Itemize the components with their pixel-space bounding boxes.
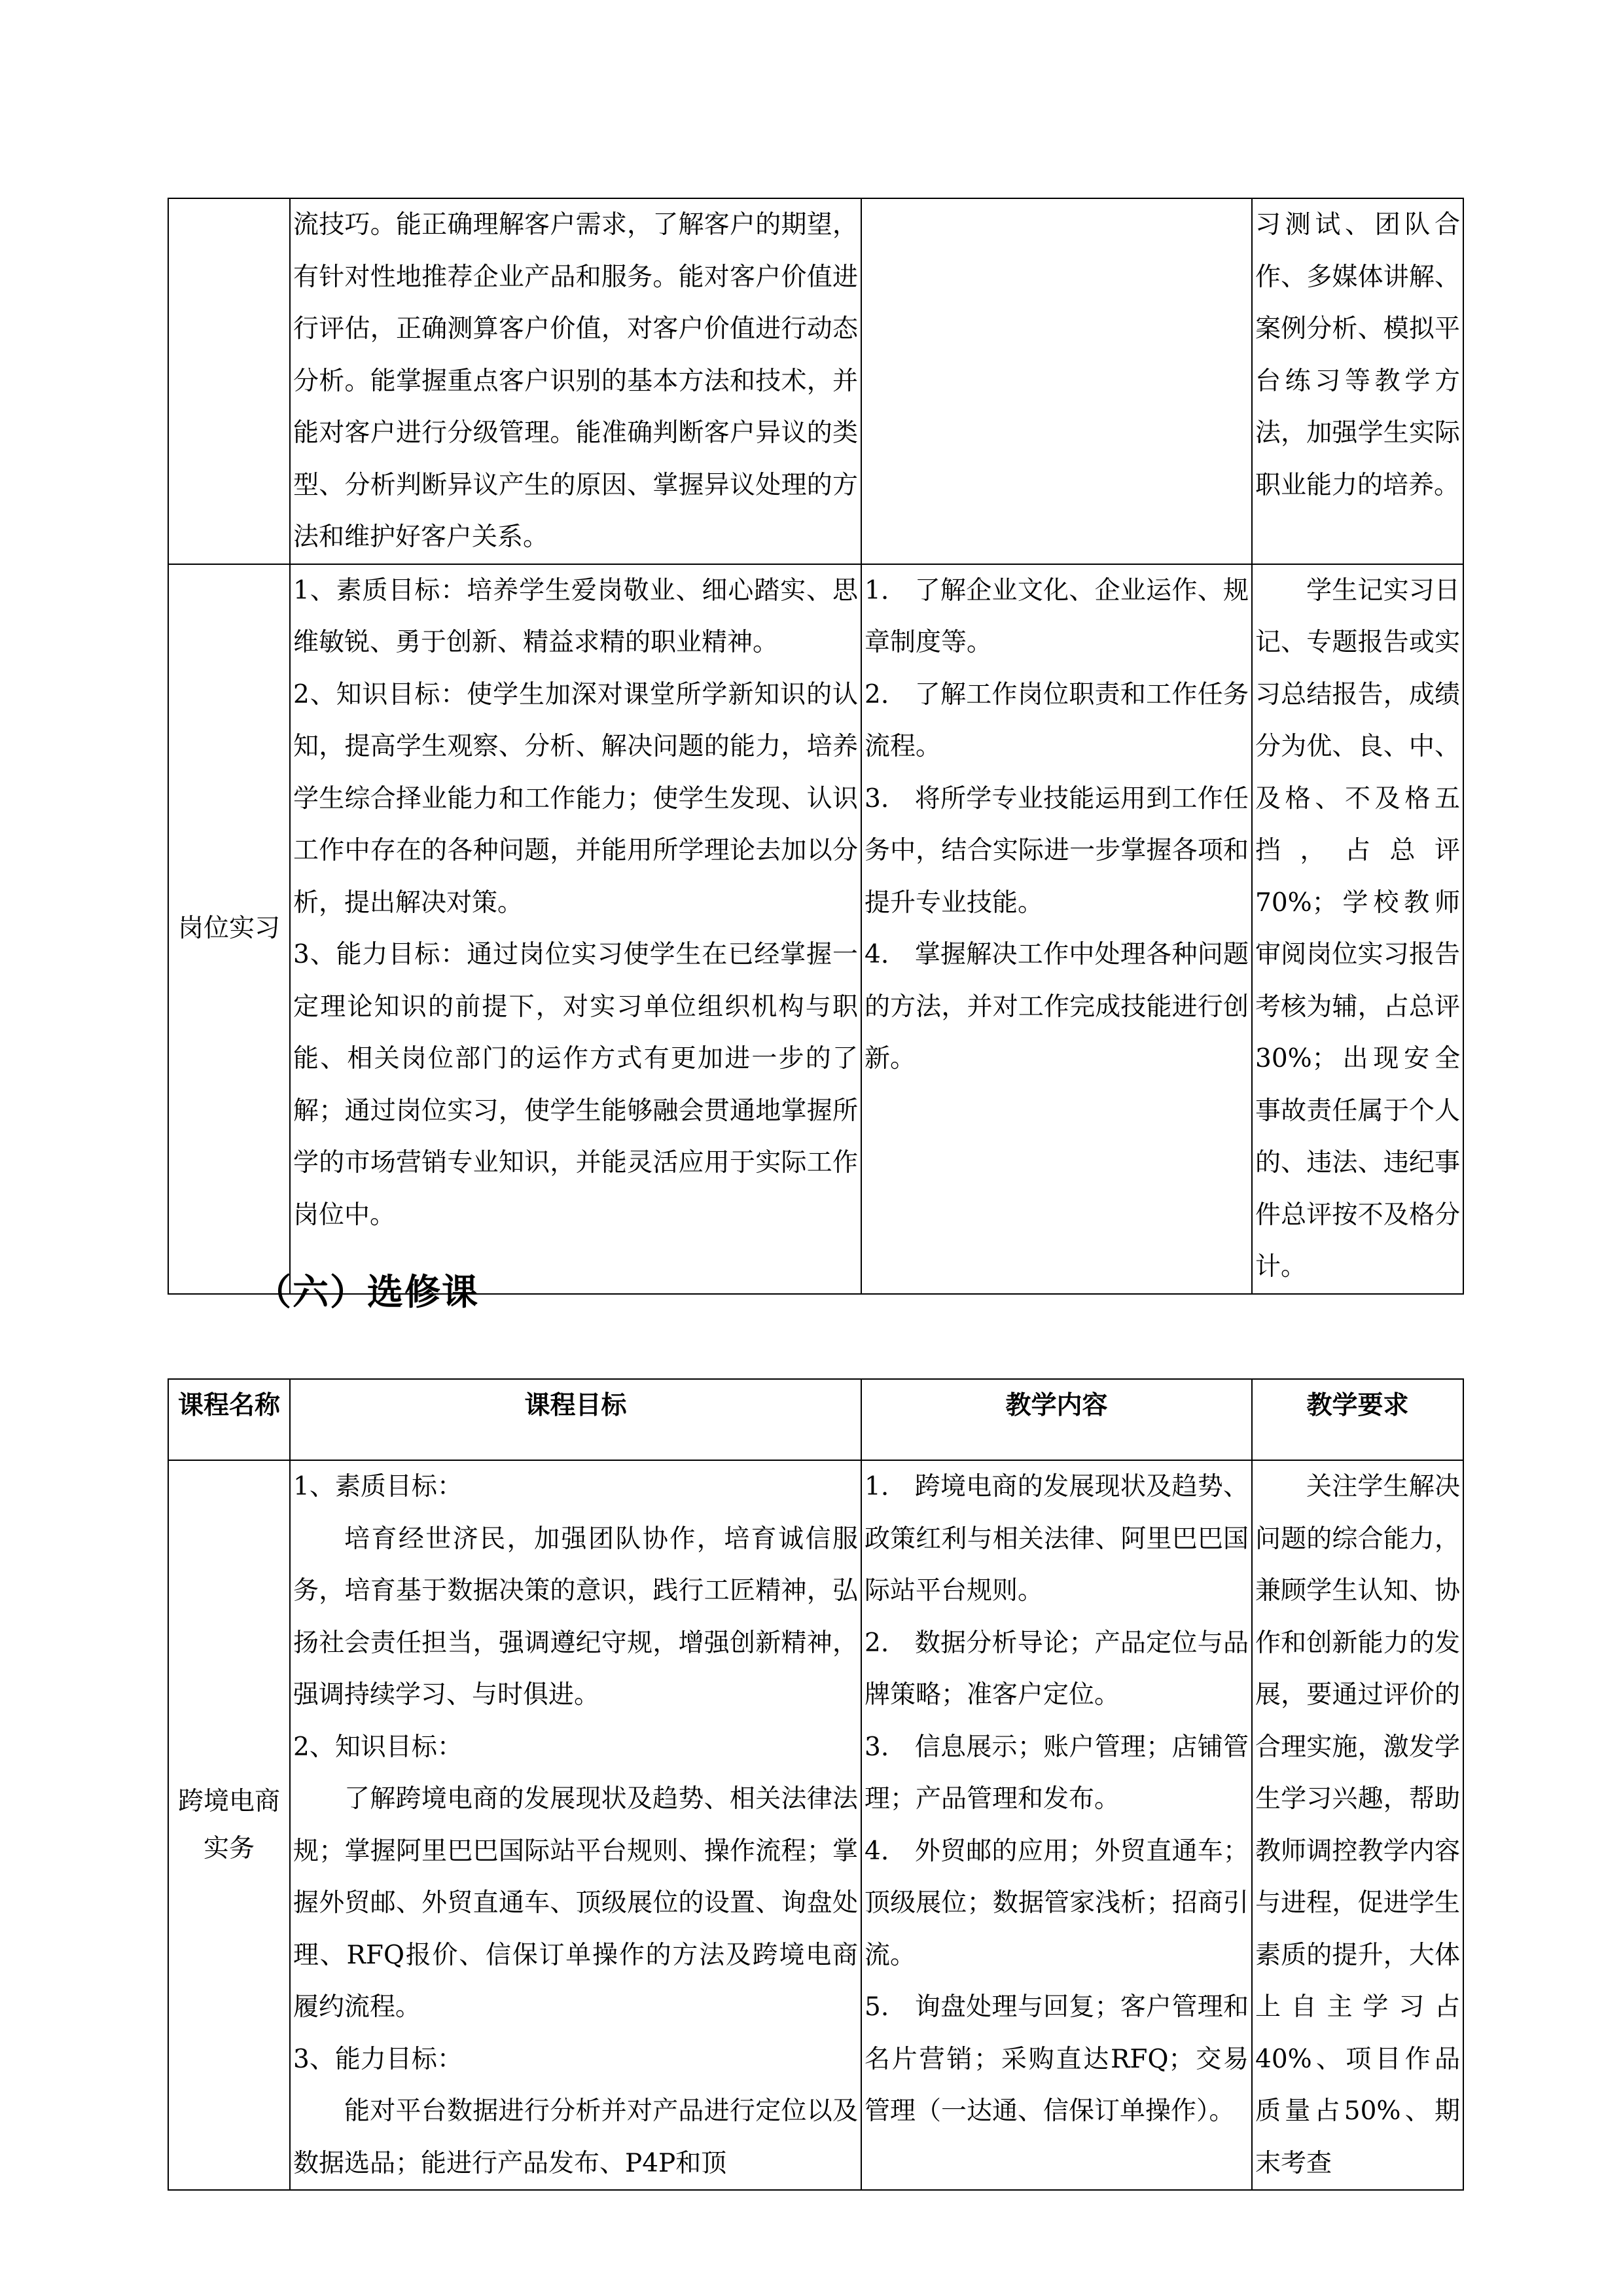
course-name-cell: 岗位实习 (168, 564, 290, 1294)
header-teaching-requirement: 教学要求 (1252, 1379, 1463, 1460)
course-content-cell (861, 1460, 1252, 2190)
goal-heading: 3、能力目标： (293, 2044, 463, 2074)
goal-paragraph: 培育经世济民，加强团队协作，培育诚信服务，培育基于数据决策的意识，践行工匠精神，弘扬社会责任担当，强调遵纪守规，增强创新精神，强调持续学习、与时俱进。 (293, 1524, 858, 1710)
content-item: 3. 将所学专业技能运用到工作任务中，结合实际进一步掌握各项和提升专业技能。 (865, 783, 1249, 918)
goal-paragraph: 1、素质目标：培养学生爱岗敬业、细心踏实、思维敏锐、勇于创新、精益求精的职业精神。 (293, 575, 858, 657)
course-goal-cell (290, 564, 861, 1294)
table-row (168, 198, 1463, 564)
elective-course-table (168, 1378, 1464, 2191)
content-item: 4. 外贸邮的应用；外贸直通车；顶级展位；数据管家浅析；招商引流。 (865, 1836, 1249, 1970)
header-course-name: 课程名称 (168, 1379, 290, 1460)
goal-heading: 2、知识目标： (293, 1732, 463, 1762)
course-goal-cell: 流技巧。能正确理解客户需求，了解客户的期望，有针对性地推荐企业产品和服务。能对客户价值进行评估，正确测算客户价值，对客户价值进行动态分析。能掌握重点客户识别的基本方法和技术，并能对客户进行分级管理。能准确判断客户异议的类型、分析判断异议产生的原因、掌握异议处理的方法和维护好客户关系。 (290, 198, 861, 564)
header-teaching-content: 教学内容 (861, 1379, 1252, 1460)
course-table-continued (168, 198, 1464, 1295)
header-course-goal: 课程目标 (290, 1379, 861, 1460)
table-row (168, 1460, 1463, 2190)
course-content-cell (861, 564, 1252, 1294)
table-header-row (168, 1379, 1463, 1460)
goal-paragraph: 2、知识目标：使学生加深对课堂所学新知识的认知，提高学生观察、分析、解决问题的能力，培养学生综合择业能力和工作能力；使学生发现、认识工作中存在的各种问题，并能用所学理论去加以分析，提出解决对策。 (293, 679, 858, 918)
content-item: 3. 信息展示；账户管理；店铺管理；产品管理和发布。 (865, 1732, 1249, 1814)
section-title: （六）选修课 (255, 1271, 480, 1313)
goal-paragraph: 了解跨境电商的发展现状及趋势、相关法律法规；掌握阿里巴巴国际站平台规则、操作流程；掌握外贸邮、外贸直通车、顶级展位的设置、询盘处理、RFQ报价、信保订单操作的方法及跨境电商履约流程。 (293, 1784, 858, 2022)
course-content-cell (861, 198, 1252, 564)
content-item: 4. 掌握解决工作中处理各种问题的方法，并对工作完成技能进行创新。 (865, 940, 1249, 1073)
content-item: 2. 数据分析导论；产品定位与品牌策略；准客户定位。 (865, 1628, 1249, 1710)
table-row (168, 564, 1463, 1294)
content-item: 5. 询盘处理与回复；客户管理和名片营销；采购直达RFQ；交易管理（一达通、信保订单操作）。 (865, 1992, 1249, 2126)
goal-heading: 1、素质目标： (293, 1472, 463, 1501)
course-requirement-cell: 习测试、团队合作、多媒体讲解、案例分析、模拟平台练习等教学方法，加强学生实际职业能力的培养。 (1252, 198, 1463, 564)
course-name-cell: 跨境电商实务 (168, 1460, 290, 2190)
course-goal-cell (290, 1460, 861, 2190)
goal-paragraph: 能对平台数据进行分析并对产品进行定位以及数据选品；能进行产品发布、P4P和顶 (293, 2096, 858, 2178)
content-item: 2. 了解工作岗位职责和工作任务流程。 (865, 679, 1249, 761)
course-requirement-cell: 关注学生解决问题的综合能力，兼顾学生认知、协作和创新能力的发展，要通过评价的合理实施，激发学生学习兴趣，帮助教师调控教学内容与进程，促进学生素质的提升，大体上自主学习占40%、项目作品质量占50%、期末考查 (1252, 1460, 1463, 2190)
goal-paragraph: 3、能力目标：通过岗位实习使学生在已经掌握一定理论知识的前提下，对实习单位组织机构与职能、相关岗位部门的运作方式有更加进一步的了解；通过岗位实习，使学生能够融会贯通地掌握所学的市场营销专业知识，并能灵活应用于实际工作岗位中。 (293, 940, 858, 1230)
course-requirement-cell: 学生记实习日记、专题报告或实习总结报告，成绩分为优、良、中、及格、不及格五挡，占总评70%；学校教师审阅岗位实习报告考核为辅，占总评30%；出现安全事故责任属于个人的、违法、违纪事件总评按不及格分计。 (1252, 564, 1463, 1294)
content-item: 1. 了解企业文化、企业运作、规章制度等。 (865, 575, 1249, 657)
content-item: 1. 跨境电商的发展现状及趋势、政策红利与相关法律、阿里巴巴国际站平台规则。 (865, 1472, 1249, 1605)
course-name-cell (168, 198, 290, 564)
